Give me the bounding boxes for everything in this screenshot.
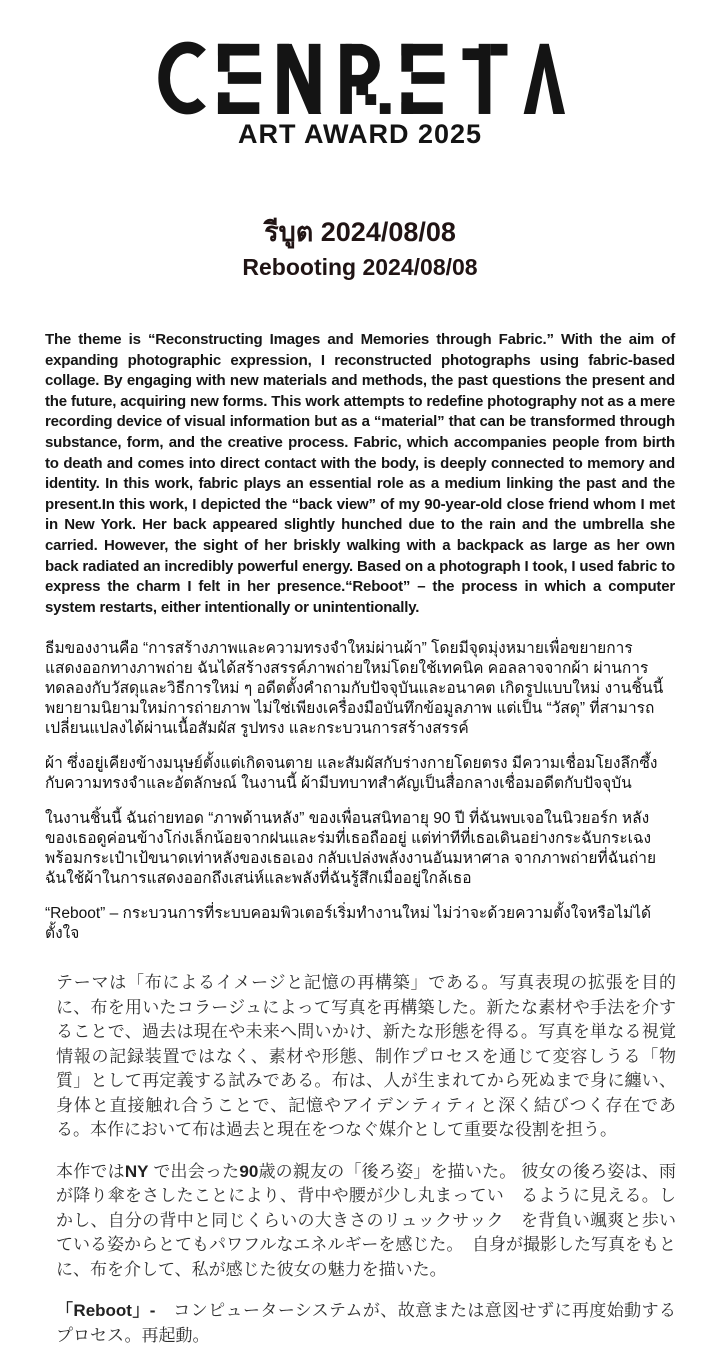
jp-reboot-text: コンピューターシステムが、故意または意図せずに再度始動するプロセス。再起動。: [56, 1301, 676, 1345]
statement-english-paragraph: The theme is “Reconstructing Images and Memories through Fabric.” With the aim of expanding photographic expression, I reconstructed photographs using fabric-based collage. By engaging with new materials and methods, the past questions the present and the future, acquiring new forms. This work attempts to redefine photography not as a mere recording device of visual information but as a “material” that can be transformed through substance, form, and the creative process. Fabric, which accompanies people from birth to death and comes into direct contact with the body, is deeply connected to memory and identity. In this work, fabric plays an essential role as a medium linking the past and the present.In this work, I depicted the “back view” of my 90-year-old close friend whom I met in New York. Her back appeared slightly hunched due to the rain and the umbrella she carried. However, the sight of her briskly walking with a backpack as large as her own back radiated an incredibly powerful energy. Based on a photograph I took, I used fabric to express the charm I felt in her presence.“Reboot” – the process in which a computer system restarts, either intentionally or unintentionally.: [45, 331, 675, 616]
statement-english-section: [45, 330, 675, 618]
japanese-paragraph-reboot: [56, 1299, 676, 1348]
jp-p2-age: 90: [239, 1161, 259, 1181]
page-header: [0, 0, 720, 150]
thai-paragraph-2: ผ้า ซึ่งอยู่เคียงข้างมนุษย์ตั้งแต่เกิดจนตาย และสัมผัสกับร่างกายโดยตรง มีความเชื่อมโยงลึกซึ้งกับความทรงจำและอัตลักษณ์ ในงานนี้ ผ้ามีบทบาทสำคัญเป็นสื่อกลางเชื่อมอดีตกับปัจจุบัน: [45, 755, 658, 793]
jp-p2-seg3: で出会った: [148, 1161, 240, 1181]
jp-p2-ny: NY: [124, 1161, 149, 1181]
award-subtitle: ART AWARD 2025: [237, 119, 483, 149]
statement-japanese-section: [56, 971, 676, 1348]
japanese-paragraph-1: テーマは「布によるイメージと記憶の再構築」である。写真表現の拡張を目的に、布を用いたコラージュによって写真を再構築した。新たな素材や手法を介することで、過去は現在や未来へ問いかけ、新たな形態を得る。写真を単なる視覚情報の記録装置ではなく、素材や形態、制作プロセスを通じて変容しうる「物質」として再定義する試みである。布は、人が生まれてから死ぬまで身に纏い、身体と直接触れ合うことで、記憶やアイデンティティと深く結びつく存在である。本作において布は過去と現在をつなぐ媒介として重要な役割を担う。: [56, 973, 676, 1140]
japanese-paragraph-2: [56, 1160, 676, 1283]
thai-paragraph-3: ในงานชิ้นนี้ ฉันถ่ายทอด “ภาพด้านหลัง” ของเพื่อนสนิทอายุ 90 ปี ที่ฉันพบเจอในนิวยอร์ก หลังของเธอดูค่อนข้างโก่งเล็กน้อยจากฝนและร่มที่เธอถืออยู่ แต่ท่าทีที่เธอเดินอย่างกระฉับกระเฉงพร้อมกระเป๋าเป้ขนาดเท่าหลังของเธอเอง กลับเปล่งพลังงานอันมหาศาล จากภาพถ่ายที่ฉันถ่าย ฉันใช้ผ้าในการแสดงออกถึงเสน่ห์และพลังที่ฉันรู้สึกเมื่ออยู่ใกล้เธอ: [45, 810, 657, 888]
thai-paragraph-reboot: “Reboot” – กระบวนการที่ระบบคอมพิวเตอร์เริ่มทำงานใหม่ ไม่ว่าจะด้วยความตั้งใจหรือไม่ได้ตั้งใจ: [45, 905, 652, 943]
work-title-block: [0, 214, 720, 282]
statement-thai-section: [45, 639, 675, 944]
cenreta-logo: [155, 40, 565, 116]
thai-paragraph-1: ธีมของงานคือ “การสร้างภาพและความทรงจำใหม่ผ่านผ้า” โดยมีจุดมุ่งหมายเพื่อขยายการแสดงออกทางภาพถ่าย ฉันได้สร้างสรรค์ภาพถ่ายใหม่โดยใช้เทคนิค คอลลาจจากผ้า ผ่านการทดลองกับวัสดุและวิธีการใหม่ ๆ อดีตตั้งคำถามกับปัจจุบันและอนาคต เกิดรูปแบบใหม่ งานชิ้นนี้พยายามนิยามใหม่การถ่ายภาพ ไม่ใช่เพียงเครื่องมือบันทึกข้อมูลภาพ แต่เป็น “วัสดุ” ที่สามารถเปลี่ยนแปลงได้ผ่านเนื้อสัมผัส รูปทรง และกระบวนการสร้างสรรค์: [45, 640, 664, 738]
jp-reboot-label: 「Reboot」-: [56, 1301, 156, 1321]
work-title-english: Rebooting 2024/08/08: [242, 254, 478, 280]
jp-p2-seg1: 本作では: [56, 1161, 125, 1181]
cenreta-logo-graphic: [155, 40, 565, 116]
jp-p2-seg5: 歳の親友の「後ろ姿」を描いた。 彼女の後ろ姿は、雨が降り傘をさしたことにより、背中や腰が少し丸まってい るように見える。しかし、自分の背中と同じくらいの大きさのリュックサック を背負い颯爽と歩いている姿からとてもパワフルなエネルギーを感じた。 自身が撮影した写真をもとに、布を介して、私が感じた彼女の魅力を描いた。: [56, 1161, 676, 1279]
work-title-thai: รีบูต 2024/08/08: [264, 217, 456, 247]
